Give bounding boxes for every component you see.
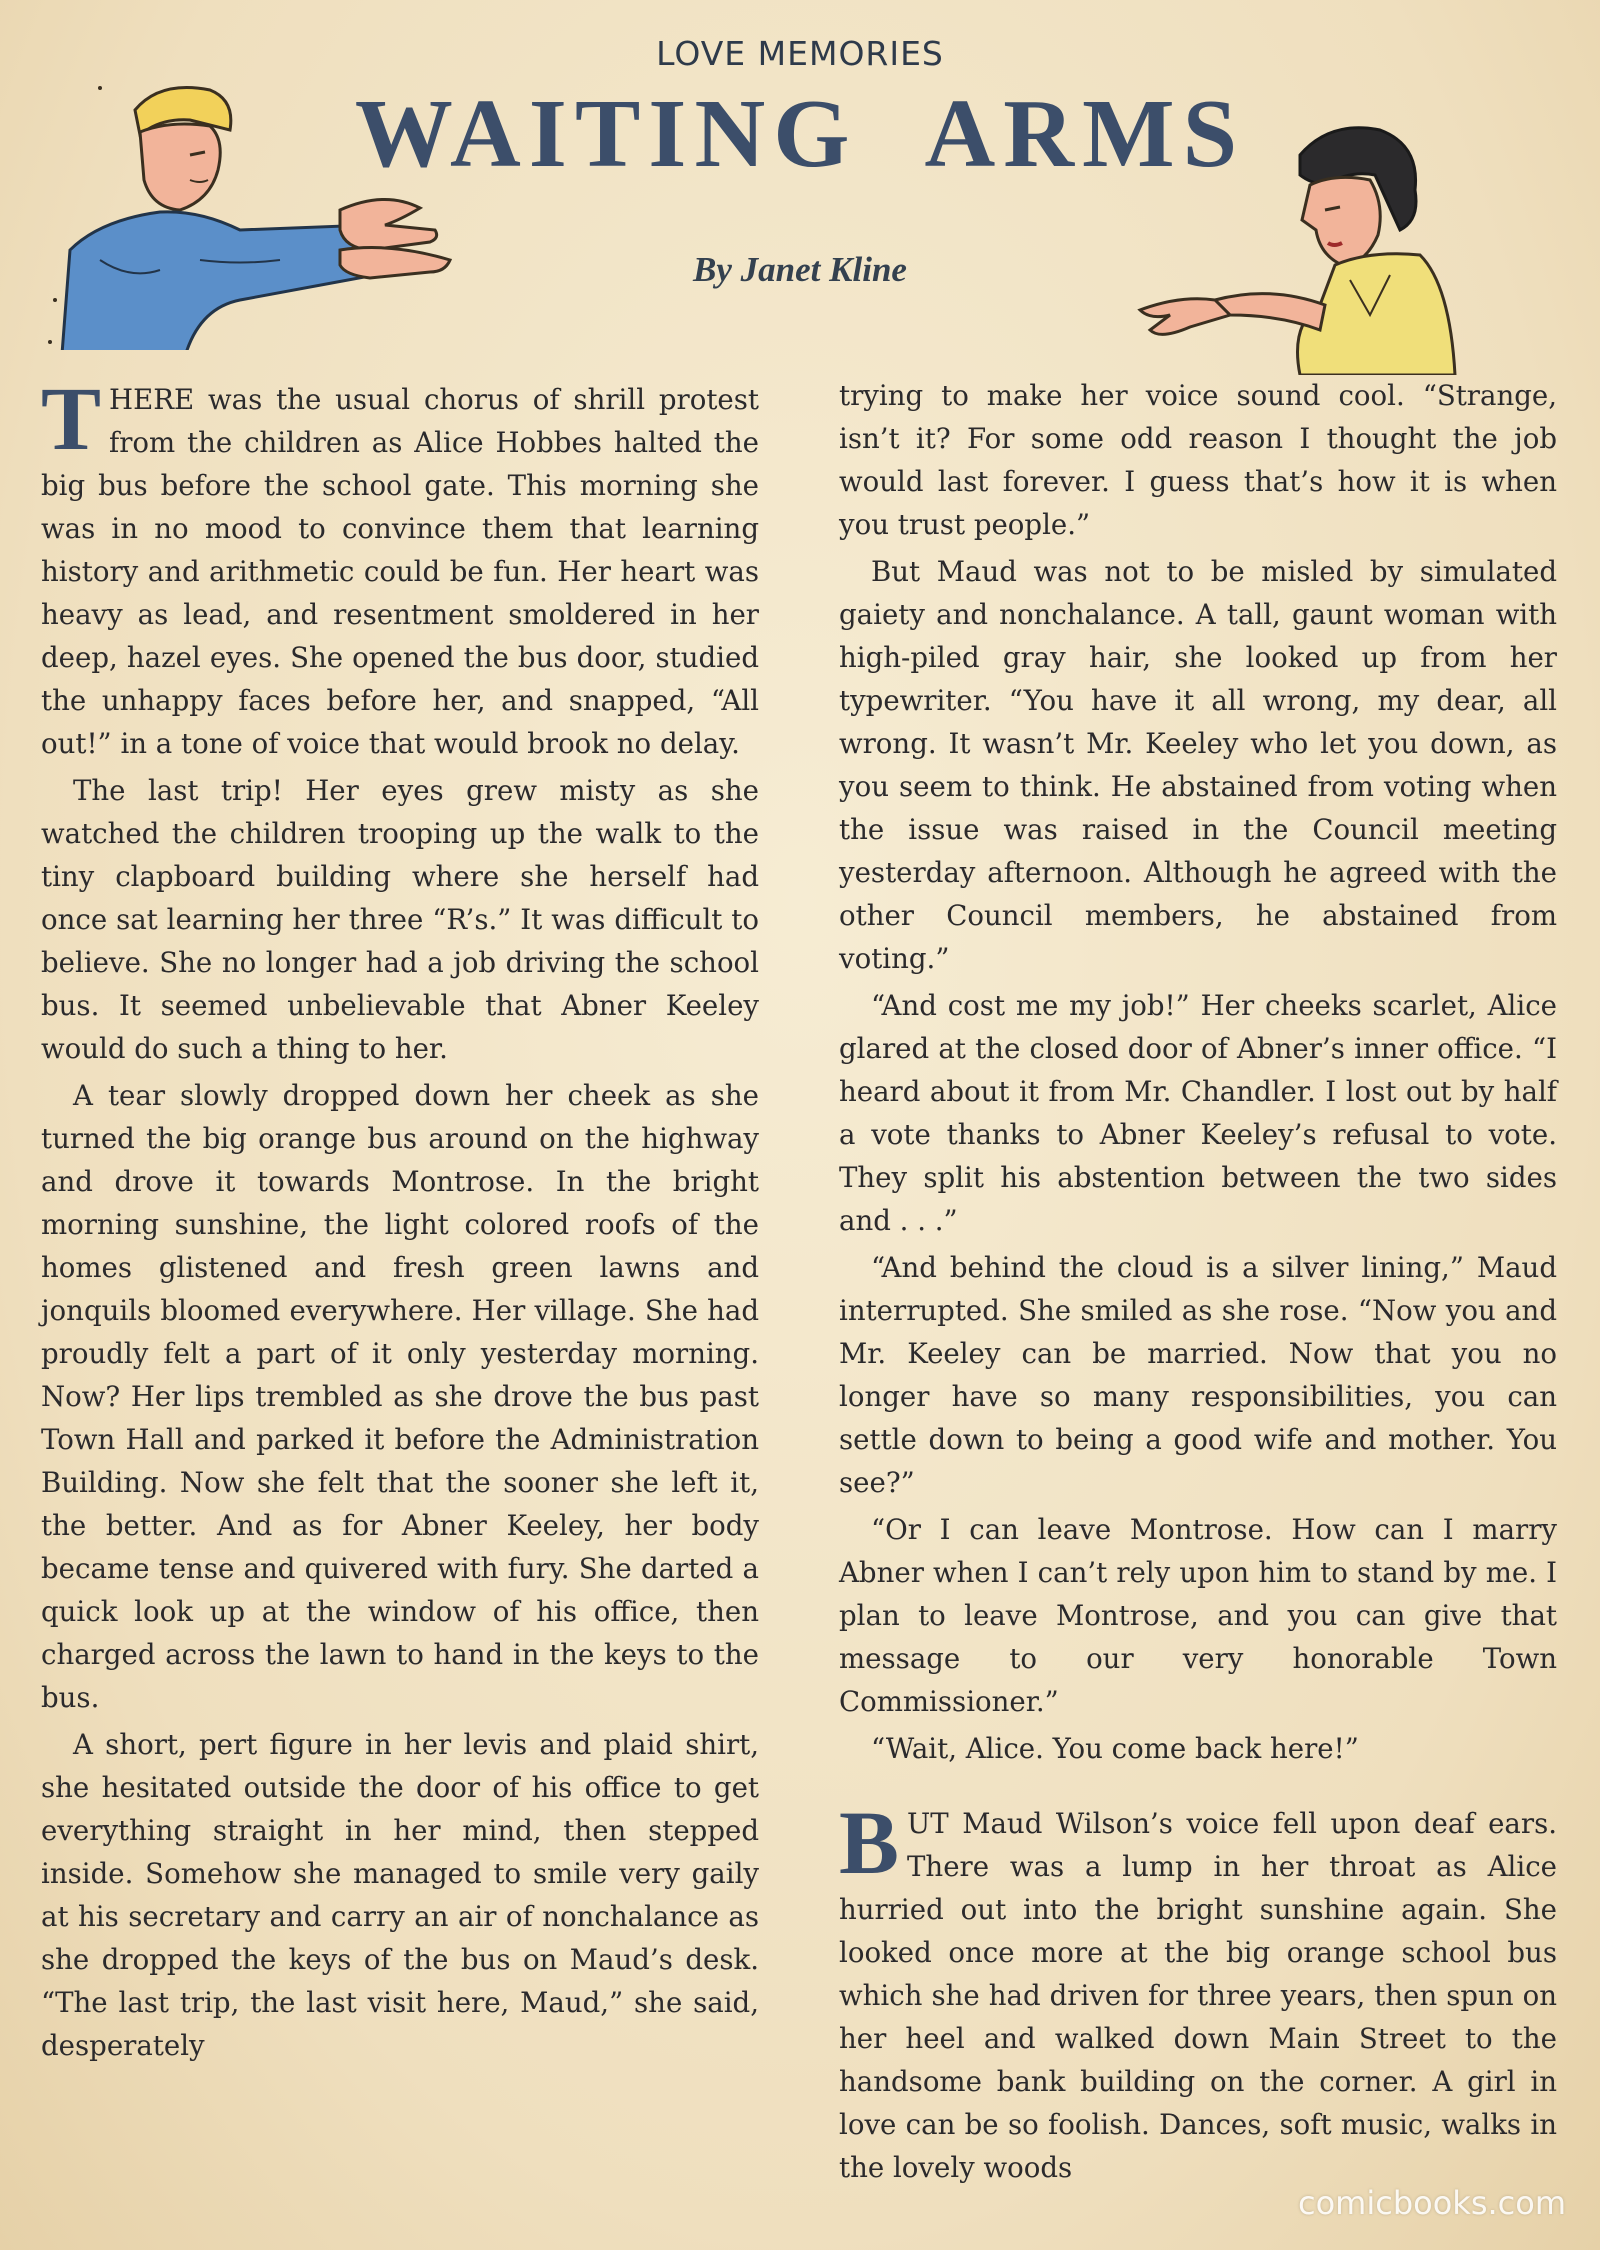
- left-text-column: [41, 370, 759, 2071]
- man-reaching-illustration: [40, 60, 460, 350]
- byline: By Janet Kline: [693, 250, 907, 289]
- woman-gesturing-illustration: [1120, 115, 1470, 375]
- paragraph: [839, 1794, 1557, 2189]
- section-break: [839, 1774, 1557, 1802]
- paragraph: [41, 370, 759, 765]
- drop-cap: B: [839, 1794, 900, 1893]
- paragraph: “And behind the cloud is a silver lining,” Maud interrupted. She smiled as she rose. “Now you and Mr. Keeley can be married. Now that you no longer have so many responsibilities, you can settle down to being a good wife and mother. You see?”: [839, 1251, 1557, 1499]
- right-text-column: [839, 374, 1557, 2193]
- paragraph-text: HERE was the usual chorus of shrill protest from the children as Alice Hobbes halted the big bus before the school gate. This morning she was in no mood to convince them that learning history and arithmetic could be fun. Her heart was heavy as lead, and resentment smoldered in her deep, hazel eyes. She opened the bus door, studied the unhappy faces before her, and snapped, “All out!” in a tone of voice that would brook no delay.: [41, 383, 759, 760]
- paragraph: “And cost me my job!” Her cheeks scarlet, Alice glared at the closed door of Abner’s inner office. “I heard about it from Mr. Chandler. I lost out by half a vote thanks to Abner Keeley’s refusal to vote. They split his abstention between the two sides and . . .”: [839, 989, 1557, 1237]
- paragraph: A tear slowly dropped down her cheek as she turned the big orange bus around on the highway and drove it towards Montrose. In the bright morning sunshine, the light colored roofs of the homes glistened and fresh green lawns and jonquils bloomed everywhere. Her village. She had proudly felt a part of it only yesterday morning. Now? Her lips trembled as she drove the bus past Town Hall and parked it before the Administration Building. Now she felt that the sooner she left it, the better. And as for Abner Keeley, her body became tense and quivered with fury. She darted a quick look up at the window of his office, then charged across the lawn to hand in the keys to the bus.: [41, 1079, 759, 1714]
- watermark: comicbooks.com: [1297, 2184, 1566, 2222]
- paragraph: But Maud was not to be misled by simulated gaiety and nonchalance. A tall, gaunt woman with high-piled gray hair, she looked up from her typewriter. “You have it all wrong, my dear, all wrong. It wasn’t Mr. Keeley who let you down, as you seem to think. He abstained from voting when the issue was raised in the Council meeting yesterday afternoon. Although he agreed with the other Council members, he abstained from voting.”: [839, 555, 1557, 975]
- paragraph: “Or I can leave Montrose. How can I marry Abner when I can’t rely upon him to stand by me. I plan to leave Montrose, and you can give that message to our very honorable Town Commissioner.”: [839, 1513, 1557, 1718]
- paragraph: “Wait, Alice. You come back here!”: [871, 1732, 1359, 1765]
- paragraph: trying to make her voice sound cool. “Strange, isn’t it? For some odd reason I thought the job would last forever. I guess that’s how it is when you trust people.”: [839, 379, 1557, 541]
- series-title: LOVE MEMORIES: [656, 34, 944, 73]
- paragraph: The last trip! Her eyes grew misty as she watched the children trooping up the walk to the tiny clapboard building where she herself had once sat learning her three “R’s.” It was difficult to believe. She no longer had a job driving the school bus. It seemed unbelievable that Abner Keeley would do such a thing to her.: [41, 774, 759, 1065]
- paragraph: A short, pert figure in her levis and plaid shirt, she hesitated outside the door of his office to get everything straight in her mind, then stepped inside. Somehow she managed to smile very gaily at his secretary and carry an air of nonchalance as she dropped the keys of the bus on Maud’s desk. “The last trip, the last visit here, Maud,” she said, desperately: [41, 1728, 759, 2062]
- paragraph-text: UT Maud Wilson’s voice fell upon deaf ears. There was a lump in her throat as Alice hurried out into the bright sunshine again. She looked once more at the big orange school bus which she had driven for three years, then spun on her heel and walked down Main Street to the handsome bank building on the corner. A girl in love can be so foolish. Dances, soft music, walks in the lovely woods: [839, 1807, 1557, 2184]
- drop-cap: T: [41, 370, 102, 469]
- story-title: WAITING ARMS: [354, 80, 1246, 188]
